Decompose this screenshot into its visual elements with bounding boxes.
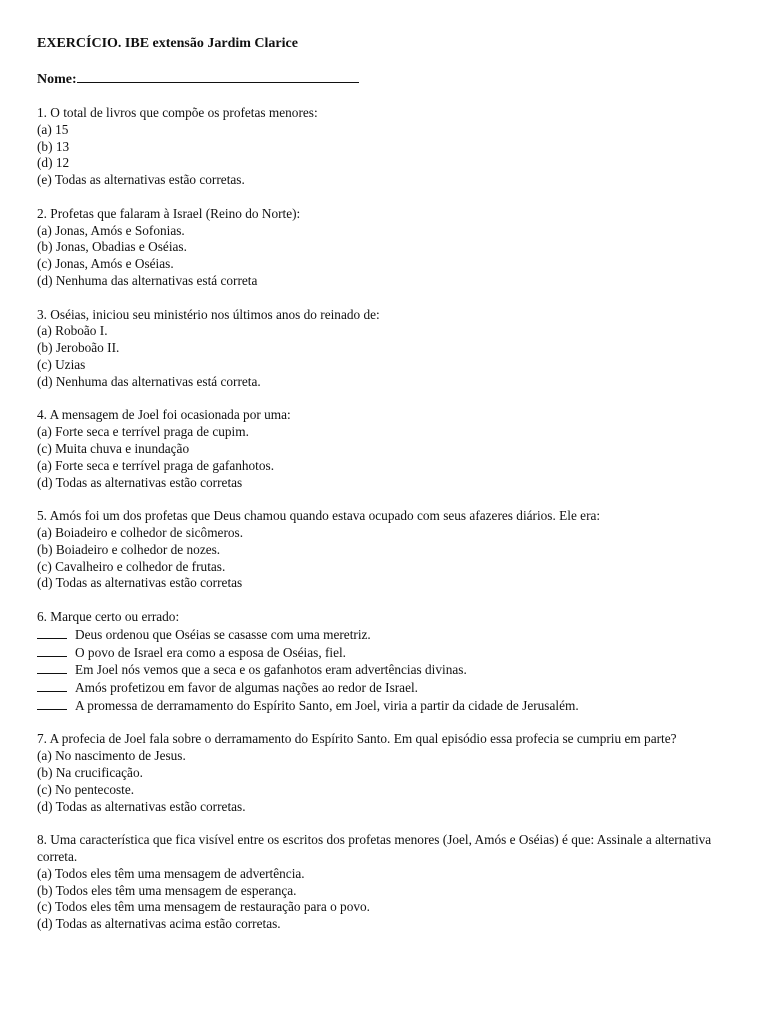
statement-text: Em Joel nós vemos que a seca e os gafanhotos eram advertências divinas.: [75, 662, 467, 678]
option: (b) Na crucificação.: [37, 765, 143, 781]
true-false-item: [37, 626, 737, 644]
true-false-item: [37, 661, 737, 679]
name-label: Nome:: [37, 72, 77, 87]
answer-blank[interactable]: [37, 644, 67, 657]
question-8: [37, 832, 737, 933]
option: (c) No pentecoste.: [37, 781, 135, 797]
answer-blank[interactable]: [37, 626, 67, 639]
answer-blank[interactable]: [37, 661, 67, 674]
question-text: 5. Amós foi um dos profetas que Deus chamou quando estava ocupado com seus afazeres diários. Ele era:: [37, 508, 601, 524]
name-blank-line[interactable]: [77, 68, 359, 83]
document-title: EXERCÍCIO. IBE extensão Jardim Clarice: [37, 36, 298, 51]
option: (a) Jonas, Amós e Sofonias.: [37, 222, 185, 238]
option: (a) Forte seca e terrível praga de gafanhotos.: [37, 457, 275, 473]
option: (a) Boiadeiro e colhedor de sicômeros.: [37, 524, 244, 540]
question-text: 2. Profetas que falaram à Israel (Reino do Norte):: [37, 205, 301, 221]
question-3: [37, 307, 737, 391]
option: (c) Uzias: [37, 356, 86, 372]
option: (d) 12: [37, 155, 70, 171]
option: (c) Jonas, Amós e Oséias.: [37, 256, 174, 272]
question-text: 7. A profecia de Joel fala sobre o derramamento do Espírito Santo. Em qual episódio essa profecia se cumpriu em parte?: [37, 731, 677, 747]
statement-text: Deus ordenou que Oséias se casasse com uma meretriz.: [75, 626, 371, 642]
true-false-item: [37, 644, 737, 662]
question-text: 3. Oséias, iniciou seu ministério nos últimos anos do reinado de:: [37, 306, 380, 322]
option: (e) Todas as alternativas estão corretas.: [37, 172, 245, 188]
question-7: [37, 731, 737, 815]
option: (c) Muita chuva e inundação: [37, 440, 190, 456]
question-text: 1. O total de livros que compõe os profetas menores:: [37, 105, 318, 120]
option: (a) No nascimento de Jesus.: [37, 748, 186, 764]
question-text: 4. A mensagem de Joel foi ocasionada por uma:: [37, 407, 291, 423]
option: (d) Todas as alternativas estão corretas.: [37, 798, 246, 814]
option: (d) Todas as alternativas estão corretas: [37, 575, 243, 591]
option: (b) Jeroboão II.: [37, 340, 120, 356]
option: (b) Jonas, Obadias e Oséias.: [37, 239, 187, 255]
option: (d) Nenhuma das alternativas está correta: [37, 272, 258, 288]
question-text: 8. Uma característica que fica visível entre os escritos dos profetas menores (Joel, Amós e Oséias) é que: Assinale a alternativa correta.: [37, 832, 712, 865]
statement-text: A promessa de derramamento do Espírito Santo, em Joel, viria a partir da cidade de Jerusalém.: [75, 697, 579, 713]
question-6: [37, 609, 737, 715]
option: (b) Boiadeiro e colhedor de nozes.: [37, 541, 221, 557]
question-1: [37, 105, 737, 189]
option: (c) Cavalheiro e colhedor de frutas.: [37, 558, 226, 574]
option: (a) Forte seca e terrível praga de cupim.: [37, 424, 249, 440]
option: (a) Roboão I.: [37, 323, 108, 339]
option: (a) Todos eles têm uma mensagem de advertência.: [37, 865, 305, 881]
question-5: [37, 508, 737, 592]
question-4: [37, 407, 737, 491]
answer-blank[interactable]: [37, 697, 67, 710]
option: (b) 13: [37, 138, 70, 154]
option: (d) Todas as alternativas acima estão corretas.: [37, 916, 281, 932]
statement-text: O povo de Israel era como a esposa de Oséias, fiel.: [75, 644, 347, 660]
question-text: 6. Marque certo ou errado:: [37, 608, 180, 624]
answer-blank[interactable]: [37, 679, 67, 692]
option: (c) Todos eles têm uma mensagem de restauração para o povo.: [37, 899, 370, 915]
statement-text: Amós profetizou em favor de algumas nações ao redor de Israel.: [75, 680, 418, 696]
option: (a) 15: [37, 121, 69, 137]
document-page: [37, 35, 737, 933]
name-field-row: [37, 68, 737, 88]
option: (d) Nenhuma das alternativas está correta.: [37, 373, 261, 389]
question-2: [37, 206, 737, 290]
true-false-item: [37, 697, 737, 715]
true-false-item: [37, 679, 737, 697]
option: (d) Todas as alternativas estão corretas: [37, 474, 243, 490]
option: (b) Todos eles têm uma mensagem de esperança.: [37, 882, 297, 898]
